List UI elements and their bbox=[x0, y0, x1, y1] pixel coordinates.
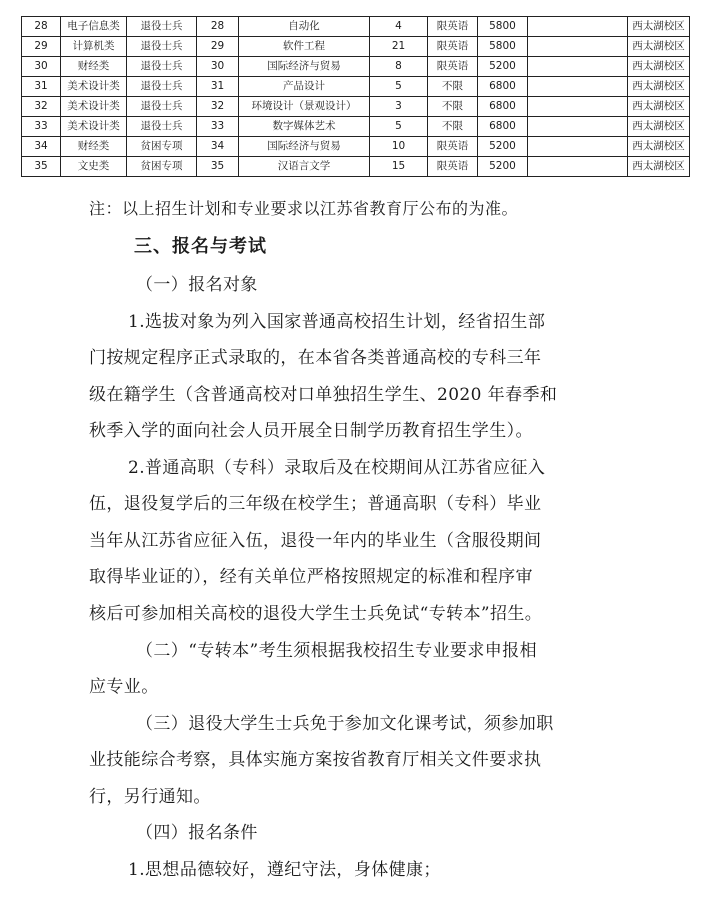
table-cell: 贫困专项 bbox=[127, 137, 197, 157]
table-cell: 西太湖校区 bbox=[628, 137, 690, 157]
paragraph-line: 业技能综合考察，具体实施方案按省教育厅相关文件要求执 bbox=[89, 750, 542, 770]
paragraph-line: （二）“专转本”考生须根据我校招生专业要求申报相 bbox=[136, 641, 537, 661]
table-cell: 限英语 bbox=[428, 57, 478, 77]
table-cell: 西太湖校区 bbox=[628, 37, 690, 57]
table-row bbox=[22, 137, 690, 157]
table-cell: 28 bbox=[22, 17, 61, 37]
table-cell: 自动化 bbox=[239, 17, 370, 37]
table-cell: 限英语 bbox=[428, 157, 478, 177]
table-cell: 35 bbox=[197, 157, 239, 177]
table-cell: 28 bbox=[197, 17, 239, 37]
paragraph-line: 1.思想品德较好，遵纪守法，身体健康； bbox=[128, 860, 441, 880]
table-cell: 退役士兵 bbox=[127, 97, 197, 117]
table-cell bbox=[528, 17, 628, 37]
table-cell: 4 bbox=[370, 17, 428, 37]
table-cell: 退役士兵 bbox=[127, 117, 197, 137]
table-cell bbox=[528, 77, 628, 97]
table-cell: 21 bbox=[370, 37, 428, 57]
subheading-applicants: （一）报名对象 bbox=[136, 275, 258, 295]
table-cell: 29 bbox=[22, 37, 61, 57]
table-cell bbox=[528, 137, 628, 157]
table-cell: 限英语 bbox=[428, 17, 478, 37]
table-cell: 西太湖校区 bbox=[628, 57, 690, 77]
table-cell: 34 bbox=[197, 137, 239, 157]
enrollment-note: 注：以上招生计划和专业要求以江苏省教育厅公布的为准。 bbox=[89, 199, 519, 218]
table-cell bbox=[528, 117, 628, 137]
table-cell: 西太湖校区 bbox=[628, 77, 690, 97]
table-cell: 软件工程 bbox=[239, 37, 370, 57]
table-cell: 5 bbox=[370, 117, 428, 137]
table-cell bbox=[528, 157, 628, 177]
table-cell: 30 bbox=[197, 57, 239, 77]
table-row bbox=[22, 57, 690, 77]
table-cell: 美术设计类 bbox=[61, 77, 127, 97]
table-cell: 6800 bbox=[478, 97, 528, 117]
table-cell: 8 bbox=[370, 57, 428, 77]
table-cell: 汉语言文学 bbox=[239, 157, 370, 177]
table-cell: 退役士兵 bbox=[127, 77, 197, 97]
table-cell: 西太湖校区 bbox=[628, 97, 690, 117]
paragraph-line: 1.选拔对象为列入国家普通高校招生计划，经省招生部 bbox=[128, 312, 546, 332]
table-cell: 财经类 bbox=[61, 57, 127, 77]
table-cell: 34 bbox=[22, 137, 61, 157]
table-cell: 32 bbox=[197, 97, 239, 117]
table-cell: 5200 bbox=[478, 137, 528, 157]
table-cell: 西太湖校区 bbox=[628, 117, 690, 137]
table-cell: 35 bbox=[22, 157, 61, 177]
table-cell bbox=[528, 57, 628, 77]
table-cell: 退役士兵 bbox=[127, 57, 197, 77]
paragraph-line: 行，另行通知。 bbox=[89, 787, 211, 807]
section-heading: 三、报名与考试 bbox=[134, 236, 267, 257]
table-cell: 西太湖校区 bbox=[628, 157, 690, 177]
table-cell: 产品设计 bbox=[239, 77, 370, 97]
table-cell: 3 bbox=[370, 97, 428, 117]
table-cell: 不限 bbox=[428, 77, 478, 97]
table-cell: 不限 bbox=[428, 97, 478, 117]
table-cell: 31 bbox=[22, 77, 61, 97]
table-cell: 不限 bbox=[428, 117, 478, 137]
table-row bbox=[22, 17, 690, 37]
paragraph-line: 级在籍学生（含普通高校对口单独招生学生、2020 年春季和 bbox=[89, 385, 558, 405]
table-cell: 5200 bbox=[478, 57, 528, 77]
paragraph-line: 门按规定程序正式录取的，在本省各类普通高校的专科三年 bbox=[89, 348, 542, 368]
table-cell: 贫困专项 bbox=[127, 157, 197, 177]
table-cell: 数字媒体艺术 bbox=[239, 117, 370, 137]
table-cell bbox=[528, 97, 628, 117]
table-cell: 32 bbox=[22, 97, 61, 117]
table-cell: 国际经济与贸易 bbox=[239, 137, 370, 157]
table-cell: 33 bbox=[197, 117, 239, 137]
table-cell: 5200 bbox=[478, 157, 528, 177]
table-cell: 29 bbox=[197, 37, 239, 57]
table-cell: 美术设计类 bbox=[61, 97, 127, 117]
table-cell: 电子信息类 bbox=[61, 17, 127, 37]
table-cell: 15 bbox=[370, 157, 428, 177]
enrollment-plan-table bbox=[21, 16, 690, 177]
table-cell: 限英语 bbox=[428, 137, 478, 157]
table-cell: 5 bbox=[370, 77, 428, 97]
table-cell bbox=[528, 37, 628, 57]
paragraph-line: 2.普通高职（专科）录取后及在校期间从江苏省应征入 bbox=[128, 458, 546, 478]
table-cell: 限英语 bbox=[428, 37, 478, 57]
table-cell: 33 bbox=[22, 117, 61, 137]
paragraph-line: 伍，退役复学后的三年级在校学生；普通高职（专科）毕业 bbox=[89, 494, 542, 514]
table-cell: 财经类 bbox=[61, 137, 127, 157]
table-cell: 西太湖校区 bbox=[628, 17, 690, 37]
table-cell: 5800 bbox=[478, 37, 528, 57]
paragraph-line: （三）退役大学生士兵免于参加文化课考试，须参加职 bbox=[136, 714, 554, 734]
table-cell: 5800 bbox=[478, 17, 528, 37]
paragraph-line: 秋季入学的面向社会人员开展全日制学历教育招生学生）。 bbox=[89, 421, 533, 441]
table-cell: 10 bbox=[370, 137, 428, 157]
table-cell: 31 bbox=[197, 77, 239, 97]
table-cell: 环境设计（景观设计） bbox=[239, 97, 370, 117]
paragraph-line: 取得毕业证的），经有关单位严格按照规定的标准和程序审 bbox=[89, 567, 533, 587]
table-row bbox=[22, 117, 690, 137]
table-row bbox=[22, 77, 690, 97]
table-cell: 退役士兵 bbox=[127, 17, 197, 37]
paragraph-line: 当年从江苏省应征入伍，退役一年内的毕业生（含服役期间 bbox=[89, 531, 542, 551]
table-cell: 退役士兵 bbox=[127, 37, 197, 57]
table-cell: 计算机类 bbox=[61, 37, 127, 57]
table-cell: 美术设计类 bbox=[61, 117, 127, 137]
paragraph-line: 应专业。 bbox=[89, 677, 159, 697]
table-cell: 30 bbox=[22, 57, 61, 77]
table-row bbox=[22, 97, 690, 117]
table-cell: 6800 bbox=[478, 117, 528, 137]
table-cell: 文史类 bbox=[61, 157, 127, 177]
paragraph-line: 核后可参加相关高校的退役大学生士兵免试“专转本”招生。 bbox=[89, 604, 543, 624]
table-row bbox=[22, 157, 690, 177]
subheading-conditions: （四）报名条件 bbox=[136, 823, 258, 843]
table-row bbox=[22, 37, 690, 57]
table-cell: 国际经济与贸易 bbox=[239, 57, 370, 77]
table-cell: 6800 bbox=[478, 77, 528, 97]
